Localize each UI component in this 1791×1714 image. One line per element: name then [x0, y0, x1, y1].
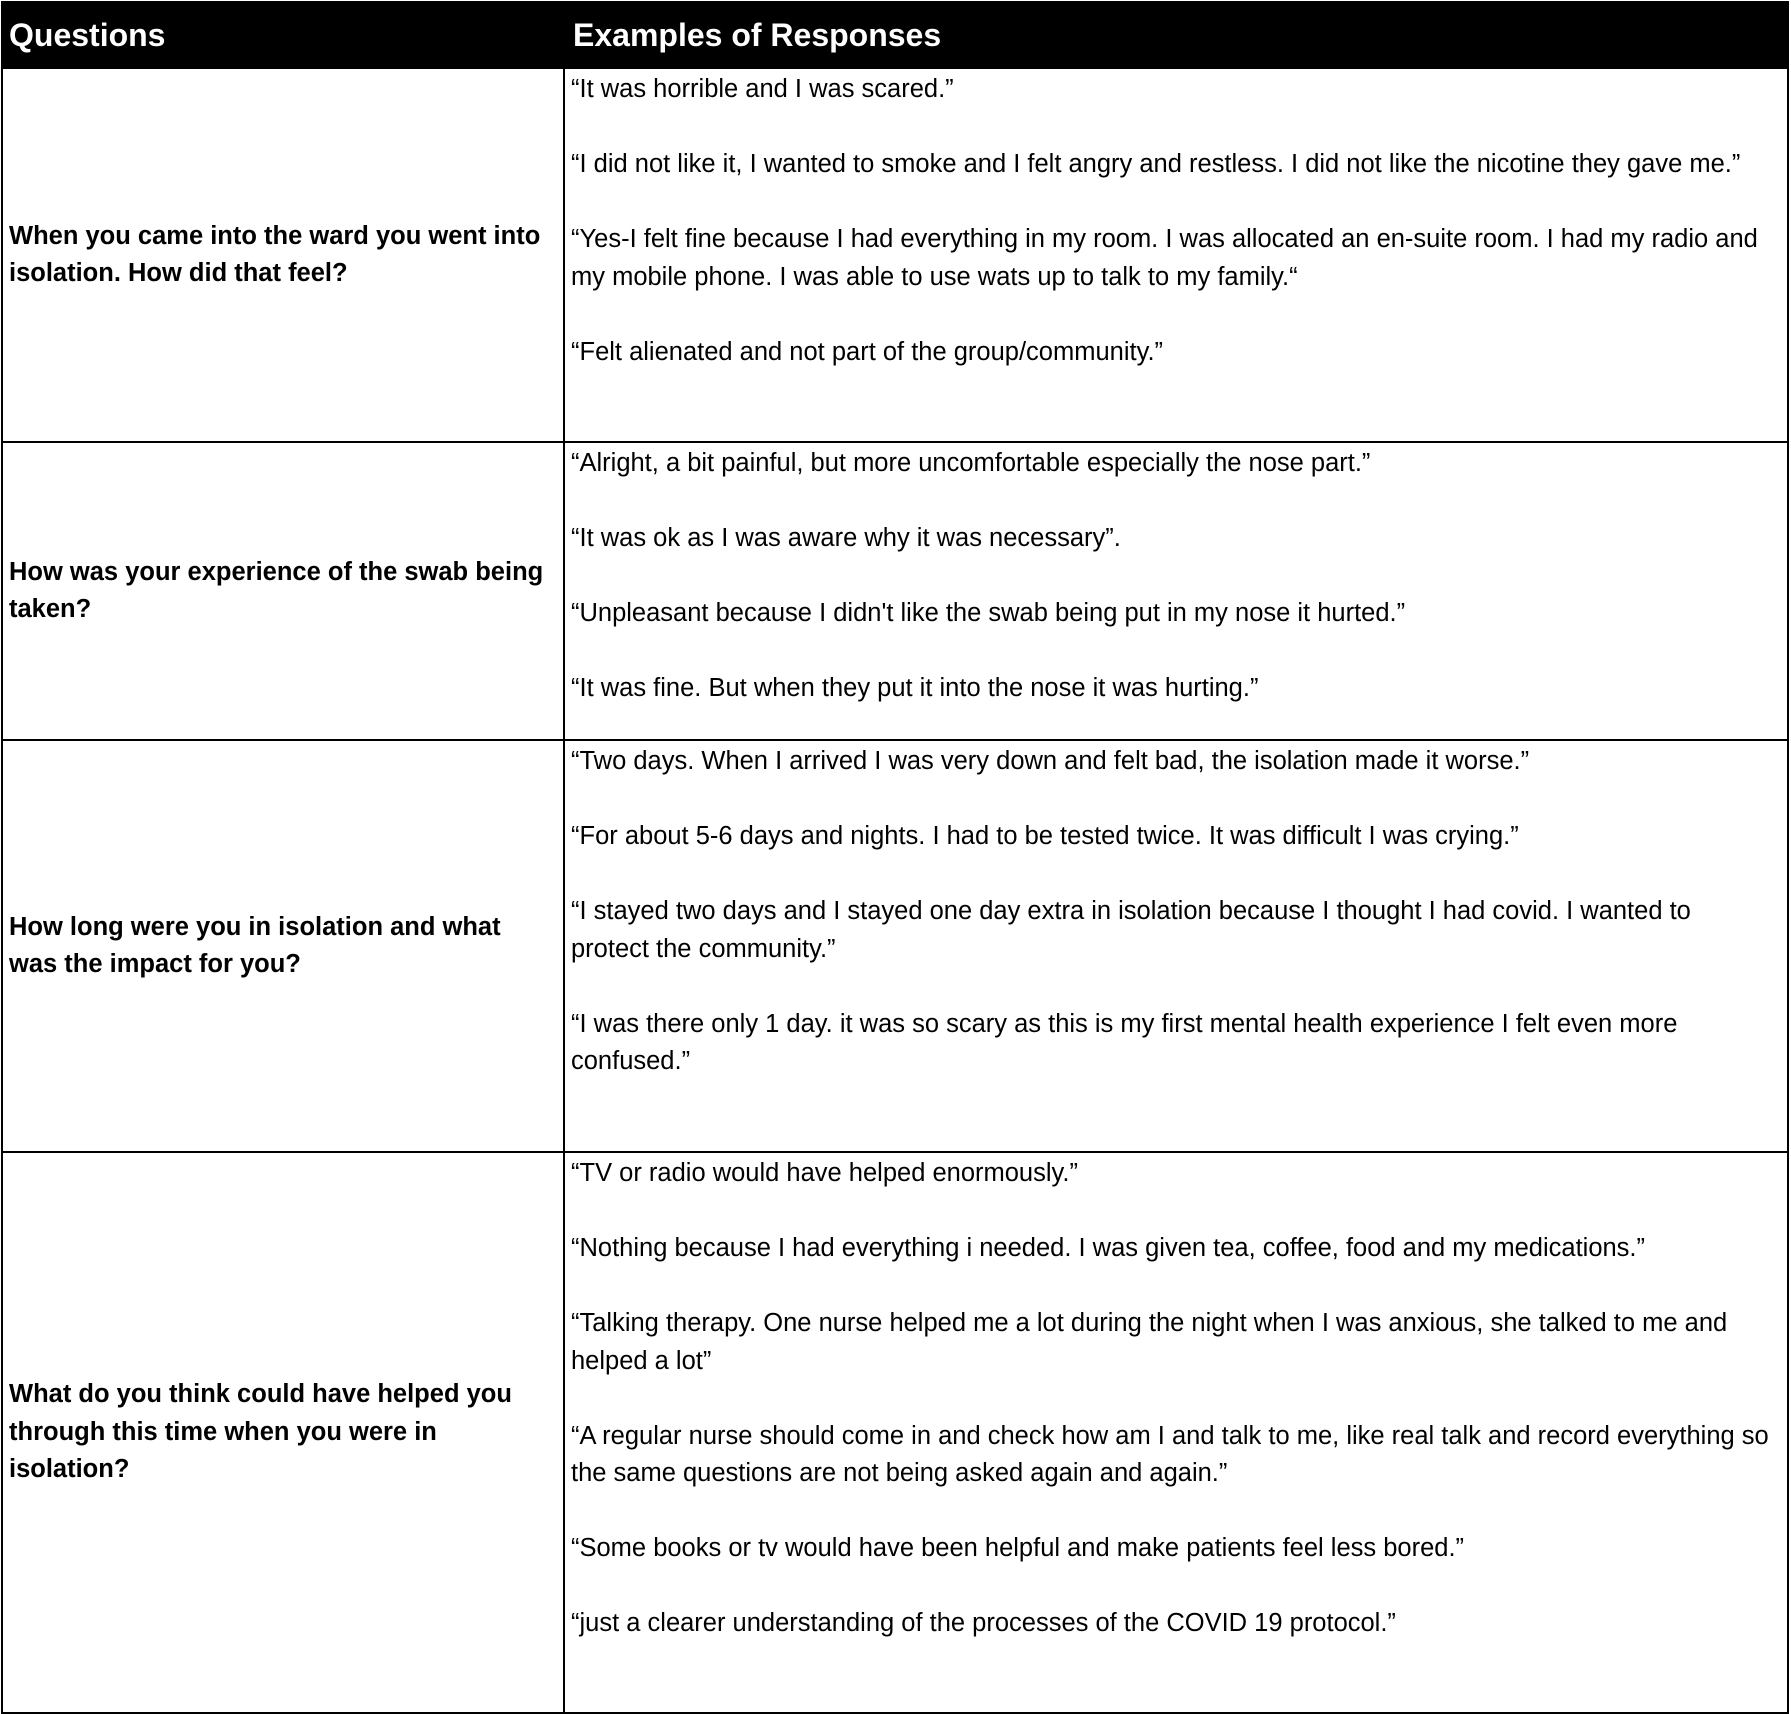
- response-text: “For about 5-6 days and nights. I had to be tested twice. It was difficult I was crying.”: [571, 822, 1519, 850]
- table-row: [3, 441, 1787, 739]
- responses-table: [1, 1, 1789, 1714]
- response-text: “Two days. When I arrived I was very down and felt bad, the isolation made it worse.”: [571, 747, 1530, 775]
- responses-cell: [565, 69, 1787, 441]
- table-header: [3, 3, 1787, 67]
- response-text: “TV or radio would have helped enormously.”: [571, 1159, 1078, 1187]
- response-text: “Nothing because I had everything i needed. I was given tea, coffee, food and my medications.”: [571, 1234, 1646, 1262]
- question-cell: How long were you in isolation and what was the impact for you?: [3, 741, 565, 1151]
- responses-cell: [565, 741, 1787, 1151]
- response-text: “A regular nurse should come in and check how am I and talk to me, like real talk and record everything so the same questions are not being asked again and again.”: [571, 1421, 1769, 1487]
- response-text: “Felt alienated and not part of the group/community.”: [571, 337, 1164, 366]
- response-text: “Yes-I felt fine because I had everything in my room. I was allocated an en-suite room. I had my radio and my mobile phone. I was able to use wats up to talk to my family.“: [571, 225, 1758, 291]
- response-text: “I stayed two days and I stayed one day extra in isolation because I thought I had covid. I wanted to protect the community.”: [571, 897, 1691, 963]
- response-text: “I did not like it, I wanted to smoke and I felt angry and restless. I did not like the nicotine they gave me.”: [571, 150, 1741, 178]
- response-text: “It was fine. But when they put it into the nose it was hurting.”: [571, 674, 1259, 702]
- question-cell: When you came into the ward you went into isolation. How did that feel?: [3, 69, 565, 441]
- responses-cell: [565, 443, 1787, 739]
- response-text: “I was there only 1 day. it was so scary as this is my first mental health experience I felt even more confused.”: [571, 1009, 1678, 1075]
- responses-cell: [565, 1153, 1787, 1712]
- response-text: “Alright, a bit painful, but more uncomfortable especially the nose part.”: [571, 449, 1371, 477]
- table-row: [3, 1151, 1787, 1712]
- header-questions: Questions: [9, 16, 166, 53]
- question-cell: What do you think could have helped you through this time when you were in isolation?: [3, 1153, 565, 1712]
- response-text: “Talking therapy. One nurse helped me a lot during the night when I was anxious, she talked to me and helped a lot”: [571, 1309, 1728, 1375]
- response-text: “It was ok as I was aware why it was necessary”.: [571, 524, 1121, 552]
- response-text: “Some books or tv would have been helpful and make patients feel less bored.”: [571, 1534, 1465, 1562]
- table-row: [3, 739, 1787, 1151]
- header-responses: Examples of Responses: [573, 16, 942, 53]
- question-cell: How was your experience of the swab being taken?: [3, 443, 565, 739]
- response-text: “It was horrible and I was scared.”: [571, 75, 954, 103]
- response-text: “Unpleasant because I didn't like the swab being put in my nose it hurted.”: [571, 599, 1406, 627]
- response-text: “just a clearer understanding of the processes of the COVID 19 protocol.”: [571, 1609, 1396, 1637]
- table-row: [3, 67, 1787, 441]
